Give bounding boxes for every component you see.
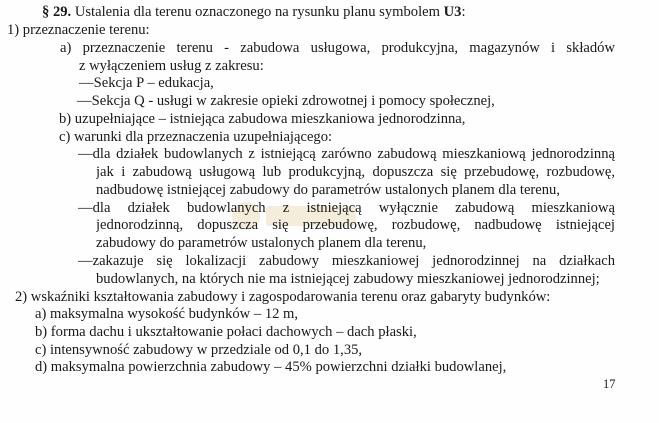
item-1c: c) warunki dla przeznaczenia uzupełniającego: [59,129,333,145]
item-1c-dash-2-line-1: —dla działek budowlanych z istniejącą wyłącznie zabudową mieszkaniową [78,200,615,216]
item-2c: c) intensywność zabudowy w przedziale od 0,1 do 1,35, [35,342,363,358]
item-1a-line-2: z wyłączeniem usług z zakresu: [79,58,264,74]
zone-symbol: U3 [443,4,462,20]
item-1a-line-1: a) przeznaczenie terenu - zabudowa usługowa, produkcyjna, magazynów i składów [60,40,615,56]
item-1: 1) przeznaczenie terenu: [7,22,150,38]
section-heading: § 29. Ustalenia dla terenu oznaczonego na rysunku planu symbolem U3: [42,4,466,20]
item-1c-dash-1-line-3: nadbudowę istniejącej zabudowy do parametrów ustalonych planem dla terenu, [96,182,561,198]
item-1c-dash-2-line-3: zabudowy do parametrów ustalonych planem dla terenu, [96,235,427,251]
item-2d: d) maksymalna powierzchnia zabudowy – 45% powierzchni działki budowlanej, [35,359,507,375]
item-1c-dash-3-line-1: —zakazuje się lokalizacji zabudowy mieszkaniowej jednorodzinnej na działkach [78,253,615,269]
item-1b: b) uzupełniające – istniejąca zabudowa mieszkaniowa jednorodzinna, [59,111,466,127]
item-1c-dash-1-line-1: —dla działek budowlanych z istniejącą zarówno zabudową mieszkaniową jednorodzinną [78,146,615,162]
section-heading-text: Ustalenia dla terenu oznaczonego na rysunku planu symbolem [71,4,444,20]
item-2a: a) maksymalna wysokość budynków – 12 m, [35,306,299,322]
item-2b: b) forma dachu i ukształtowanie połaci dachowych – dach płaski, [35,324,417,340]
item-1c-dash-2-line-2: jednorodzinną, dopuszcza się przebudowę, rozbudowę, nadbudowę istniejącej [96,217,615,233]
item-1a-dash-2: —Sekcja Q - usługi w zakresie opieki zdrowotnej i pomocy społecznej, [77,93,495,109]
page-number: 17 [603,377,616,391]
item-1c-dash-3-line-2: budowlanych, na których nie ma istniejącej zabudowy mieszkaniowej jednorodzinnej; [96,271,600,287]
section-number: § 29. [42,4,72,20]
item-1a-dash-1: —Sekcja P – edukacja, [79,75,214,91]
item-1c-dash-1-line-2: jak i zabudową usługową lub produkcyjną, dopuszcza się przebudowę, rozbudowę, [96,164,615,180]
item-2: 2) wskaźniki kształtowania zabudowy i zagospodarowania terenu oraz gabaryty budynków: [15,289,551,305]
